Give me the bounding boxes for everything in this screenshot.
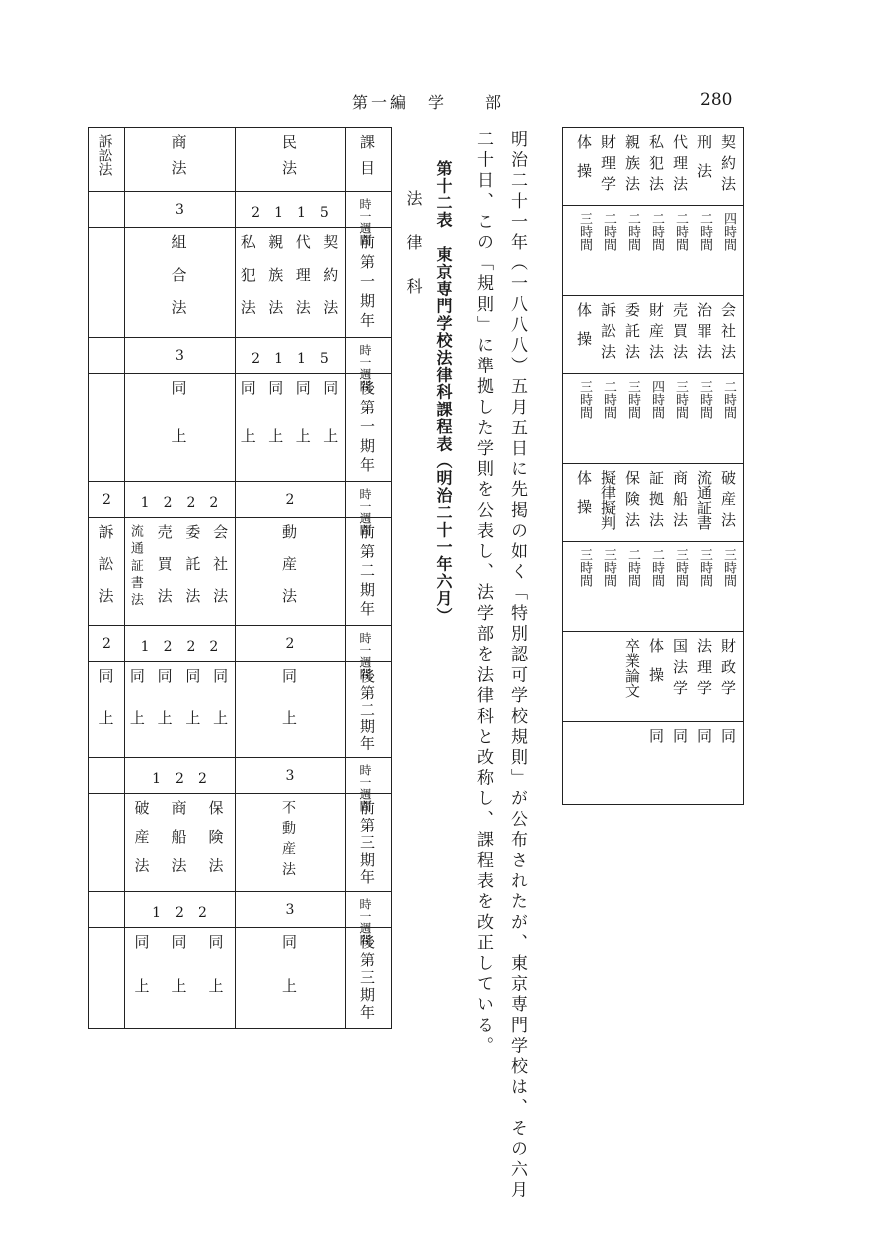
civil-hours: 3 (285, 902, 295, 918)
hours-cell: 三時間 (697, 380, 712, 419)
civil-subject: 動産法 (280, 524, 298, 620)
subject-cell: 代理法 (671, 134, 689, 197)
commercial-subject: 同上 (127, 668, 146, 752)
procedure-subject: 訴訟法 (96, 524, 115, 620)
hours-cell: 三時間 (721, 548, 736, 587)
table-rule (563, 631, 743, 632)
commercial-hours: 1 2 2 (152, 771, 207, 787)
row-rule (89, 625, 391, 626)
subject-cell: 財産法 (647, 302, 665, 365)
subject-cell: 売買法 (671, 302, 689, 365)
row-rule (89, 481, 391, 482)
subject-cell: 保険法 (623, 470, 641, 533)
hours-cell: 三時間 (577, 548, 592, 587)
row-rule (89, 227, 391, 228)
commercial-subject: 同上 (206, 934, 225, 1022)
hours-cell: 二時間 (601, 212, 616, 251)
civil-hours: 2 1 1 5 (251, 205, 329, 221)
hours-cell: 四時間 (649, 380, 664, 419)
subject-cell: 証拠法 (647, 470, 665, 533)
hours-cell: 三時間 (625, 380, 640, 419)
row-rule (89, 337, 391, 338)
civil-subject: 代理法 (293, 234, 312, 332)
paragraph-line-1: 明治二十一年（一八八八）五月五日に先掲の如く「特別認可学校規則」が公布されたが、東京専門学校は、その六月 (507, 130, 527, 1202)
hours-cell: 二時間 (721, 380, 736, 419)
table-rule (563, 295, 743, 296)
commercial-subject: 同上 (155, 668, 174, 752)
subject-cell: 流通証書 (695, 470, 713, 530)
table-rule (563, 541, 743, 542)
subject-cell: 契約法 (719, 134, 737, 197)
civil-subject: 同上 (238, 380, 257, 476)
subject-cell: 体操 (575, 302, 593, 360)
subject-cell: 同 (671, 728, 689, 757)
commercial-subject: 商船法 (169, 800, 188, 886)
subject-cell: 同 (647, 728, 665, 757)
hours-cell: 三時間 (697, 548, 712, 587)
civil-subject: 私犯法 (238, 234, 257, 332)
hours-cell: 三時間 (673, 380, 688, 419)
subject-cell: 治罪法 (695, 302, 713, 365)
commercial-subject: 流通証書法 (127, 524, 143, 610)
commercial-subject: 同上 (169, 934, 188, 1022)
subject-cell: 訴訟法 (599, 302, 617, 365)
commercial-hours: 3 (175, 348, 184, 364)
hours-cell: 三時間 (673, 548, 688, 587)
term-label: 前第一期年 (358, 234, 376, 332)
hours-cell: 三時間 (577, 380, 592, 419)
hours-label: 時一週間 (358, 344, 372, 392)
table-rule (563, 463, 743, 464)
hours-label: 時一週間 (358, 198, 372, 246)
commercial-hours: 1 2 2 (152, 905, 207, 921)
hours-cell: 二時間 (673, 212, 688, 251)
subject-cell: 体操 (575, 470, 593, 528)
commercial-subject: 同上 (183, 668, 202, 752)
commercial-subject: 同上 (211, 668, 230, 752)
hours-cell: 二時間 (625, 548, 640, 587)
civil-hours: 2 1 1 5 (251, 351, 329, 367)
hours-label: 時一週間 (358, 488, 372, 536)
hours-cell: 二時間 (697, 212, 712, 251)
hours-cell: 二時間 (601, 380, 616, 419)
commercial-subject: 保険法 (206, 800, 225, 886)
row-rule (89, 517, 391, 518)
hours-cell: 二時間 (649, 212, 664, 251)
commercial-hours: 1 2 2 2 (140, 639, 219, 655)
row-rule (89, 927, 391, 928)
hours-cell: 三時間 (601, 548, 616, 587)
row-rule (89, 661, 391, 662)
row-rule (89, 757, 391, 758)
running-header: 第一編 学 部 (352, 93, 505, 112)
civil-hours: 2 (285, 492, 295, 508)
procedure-subject: 同上 (96, 668, 115, 752)
subject-cell: 同 (695, 728, 713, 757)
header-procedure: 訴訟法 (96, 134, 113, 176)
subject-cell: 卒業論文 (623, 638, 641, 698)
commercial-subject: 会社法 (211, 524, 230, 620)
commercial-subject: 組合法 (169, 234, 188, 332)
hours-label: 時一週間 (358, 764, 372, 812)
subject-cell: 体操 (575, 134, 593, 192)
row-rule (89, 891, 391, 892)
column-rule (345, 128, 346, 1028)
subject-cell: 会社法 (719, 302, 737, 365)
row-rule (89, 191, 391, 192)
hours-cell: 二時間 (649, 548, 664, 587)
subject-cell: 同 (719, 728, 737, 757)
subject-cell: 法理学 (695, 638, 713, 701)
table-subtitle: 法 律 科 (404, 190, 423, 300)
civil-subject: 同上 (266, 380, 285, 476)
commercial-subject: 破産法 (132, 800, 151, 886)
header-course: 課目 (358, 134, 376, 186)
subject-cell: 財理学 (599, 134, 617, 197)
term-label: 後第三期年 (358, 934, 376, 1022)
table-rule (563, 373, 743, 374)
row-rule (89, 373, 391, 374)
civil-subject: 不動産法 (280, 800, 296, 882)
civil-subject: 親族法 (266, 234, 285, 332)
term-label: 後第二期年 (358, 668, 376, 752)
term-label: 前第三期年 (358, 800, 376, 886)
hours-label: 時一週間 (358, 632, 372, 680)
subject-cell: 体操 (647, 638, 665, 696)
header-commercial: 商法 (169, 134, 188, 186)
commercial-subject: 同上 (132, 934, 151, 1022)
civil-subject: 同上 (321, 380, 340, 476)
commercial-subject: 売買法 (155, 524, 174, 620)
hours-label: 時一週間 (358, 898, 372, 946)
hours-cell: 二時間 (625, 212, 640, 251)
main-course-table (88, 127, 392, 1029)
civil-hours: 2 (285, 636, 295, 652)
subject-cell: 国法学 (671, 638, 689, 701)
page-number: 280 (700, 90, 733, 110)
hours-cell: 三時間 (577, 212, 592, 251)
subject-cell: 親族法 (623, 134, 641, 197)
civil-subject: 同上 (280, 934, 298, 1022)
subject-cell: 私犯法 (647, 134, 665, 197)
table-rule (563, 721, 743, 722)
commercial-hours: 1 2 2 2 (140, 495, 219, 511)
term-label: 前第二期年 (358, 524, 376, 620)
row-rule (89, 793, 391, 794)
civil-hours: 3 (285, 768, 295, 784)
subject-cell: 委託法 (623, 302, 641, 365)
subject-cell: 商船法 (671, 470, 689, 533)
commercial-subject: 同上 (169, 380, 188, 476)
table-rule (563, 205, 743, 206)
subject-cell: 財政学 (719, 638, 737, 701)
hours-cell: 四時間 (721, 212, 736, 251)
table-title: 第十二表 東京専門学校法律科課程表（明治二十一年六月） (434, 160, 453, 625)
civil-subject: 契約法 (321, 234, 340, 332)
civil-subject: 同上 (280, 668, 298, 752)
subject-cell: 擬律擬判 (599, 470, 617, 530)
column-rule (124, 128, 125, 1028)
subject-cell: 破産法 (719, 470, 737, 533)
top-course-table (562, 127, 744, 805)
subject-cell: 刑法 (695, 134, 713, 192)
column-rule (235, 128, 236, 1028)
commercial-hours: 3 (175, 202, 184, 218)
procedure-hours: 2 (102, 492, 111, 508)
header-civil: 民法 (280, 134, 298, 186)
procedure-hours: 2 (102, 636, 111, 652)
civil-subject: 同上 (293, 380, 312, 476)
commercial-subject: 委託法 (183, 524, 202, 620)
paragraph-line-2: 二十日、この「規則」に準拠した学則を公表し、法学部を法律科と改称し、課程表を改正している。 (473, 130, 493, 1057)
term-label: 後第一期年 (358, 380, 376, 476)
